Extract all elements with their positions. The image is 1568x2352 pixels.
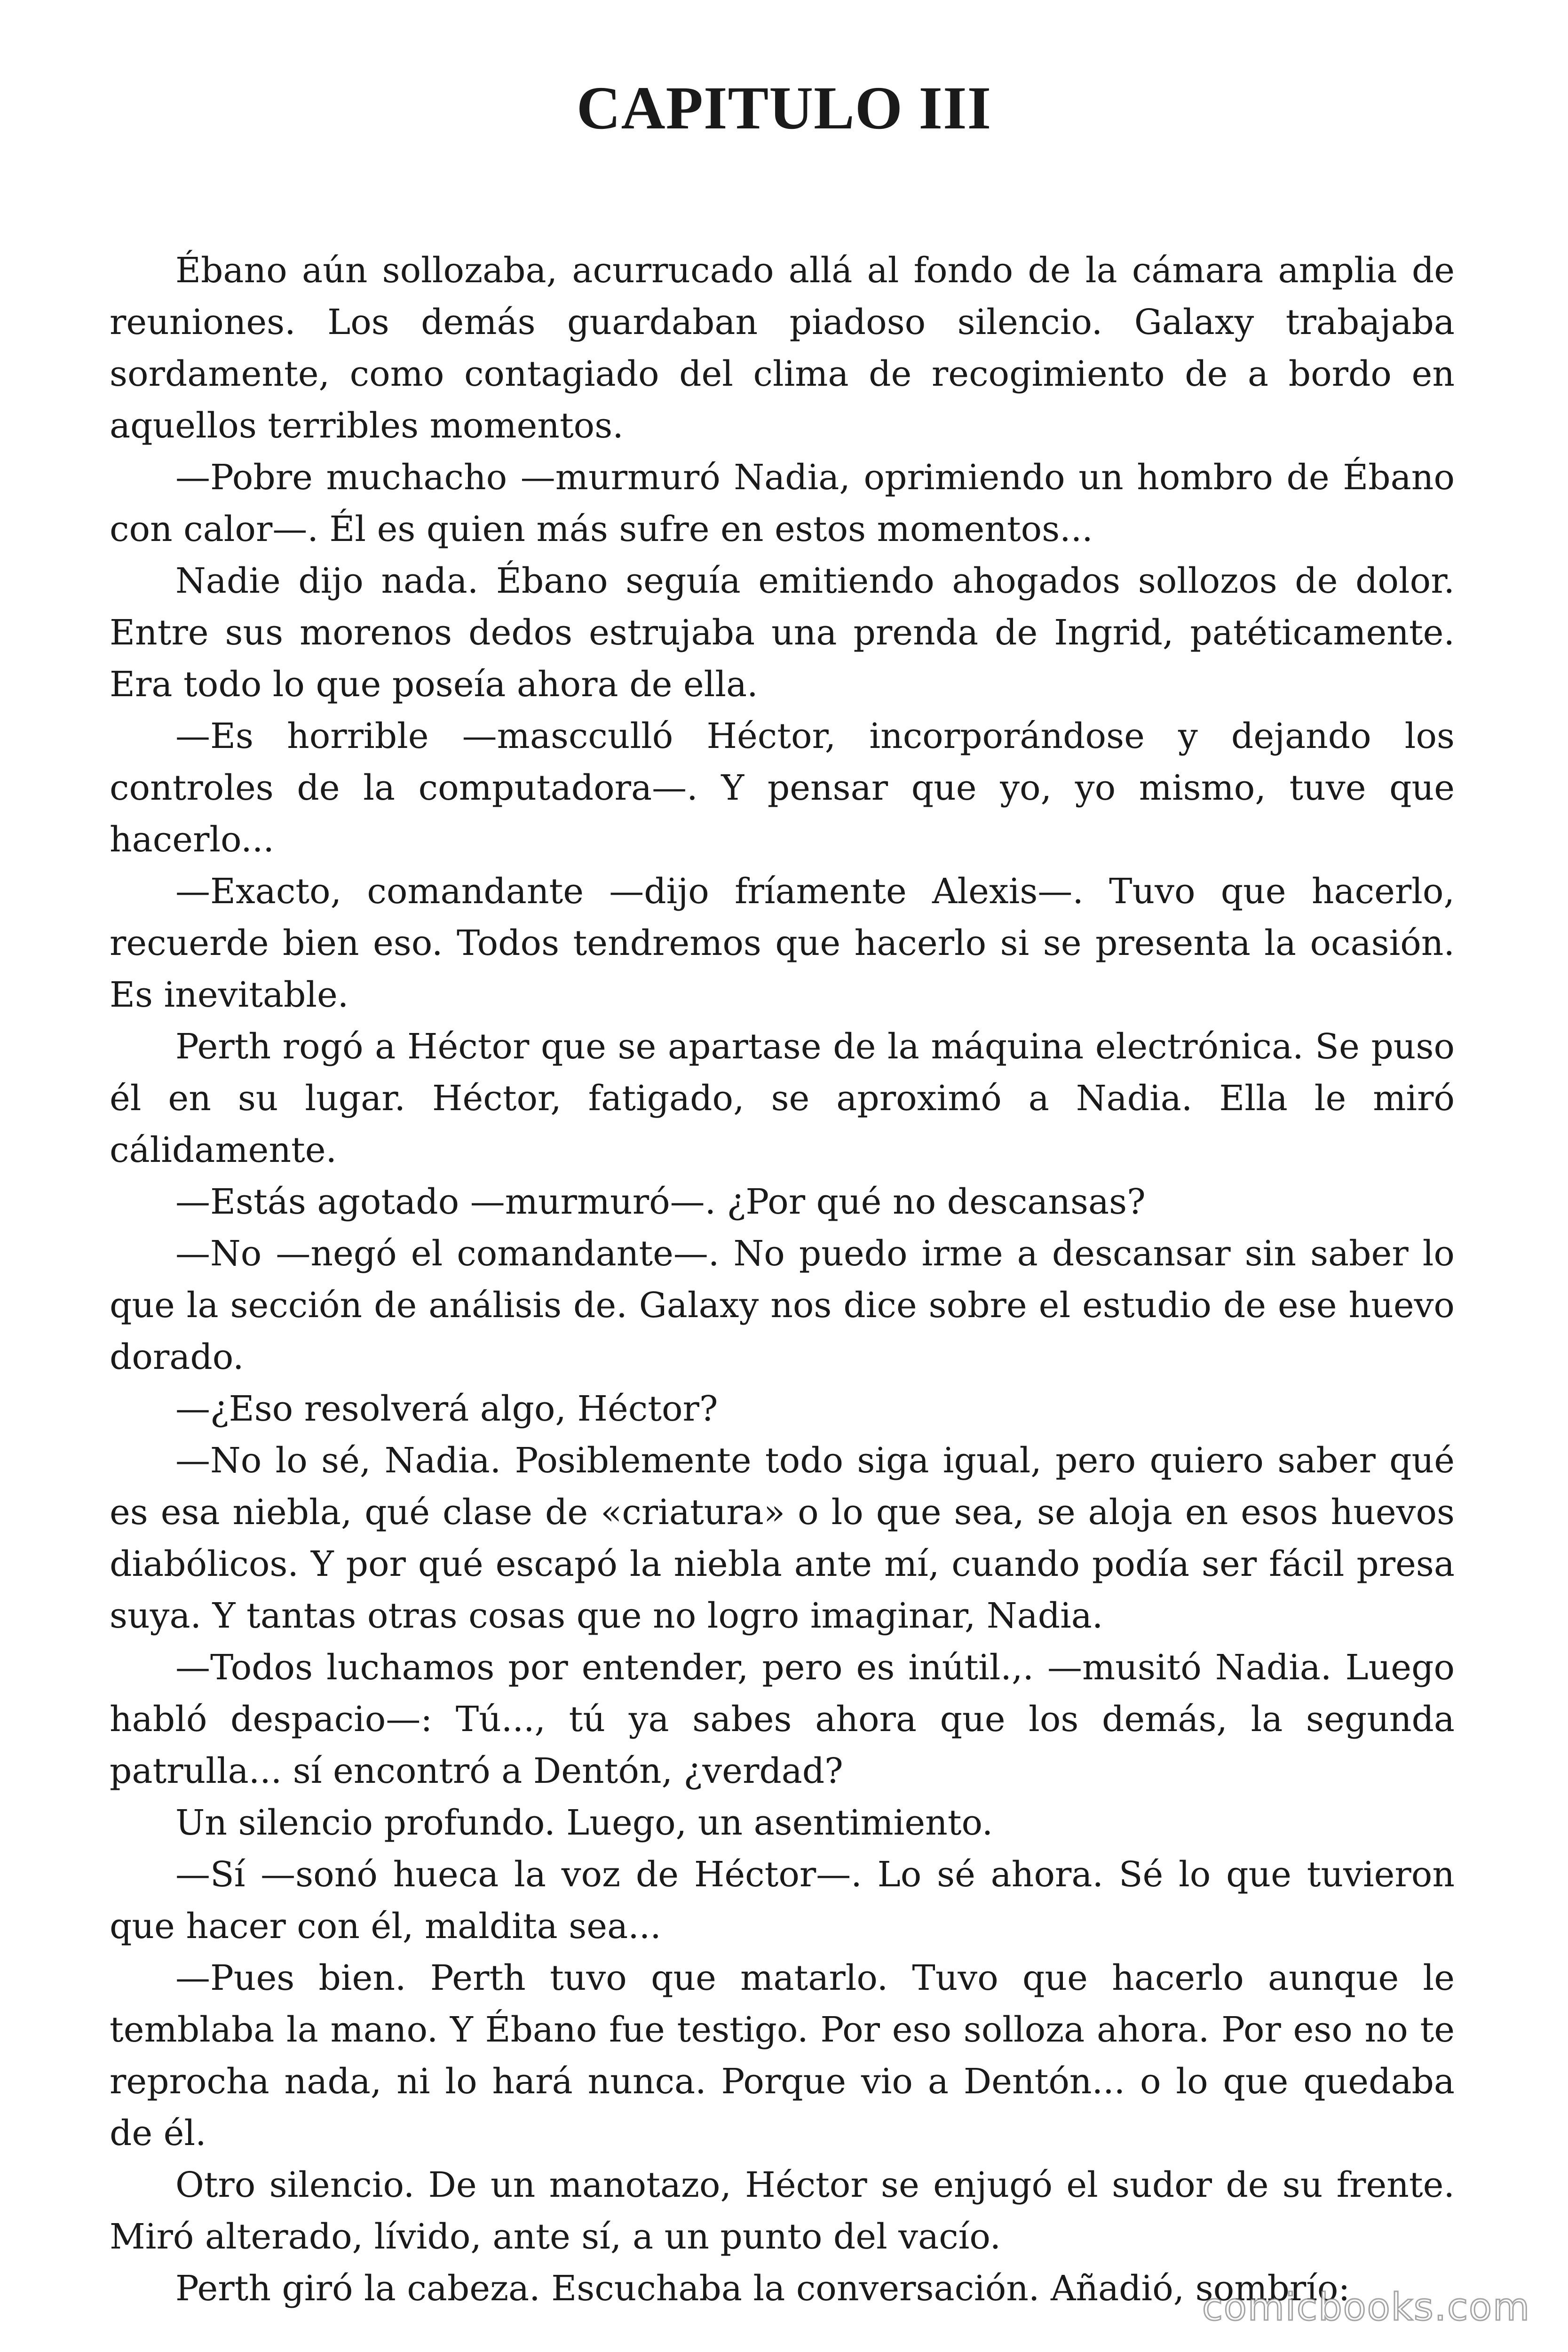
- paragraph: —Pues bien. Perth tuvo que matarlo. Tuvo que hacerlo aunque le temblaba la mano. Y Ébano fue testigo. Por eso solloza ahora. Por eso no te reprocha nada, ni lo hará nunca. Porque vio a Dentón... o lo que quedaba de él.: [110, 1958, 1455, 2153]
- paragraph: —¿Eso resolverá algo, Héctor?: [175, 1389, 718, 1429]
- paragraph: —No —negó el comandante—. No puedo irme a descansar sin saber lo que la sección de análisis de. Galaxy nos dice sobre el estudio de ese huevo dorado.: [110, 1233, 1455, 1377]
- paragraph: Perth giró la cabeza. Escuchaba la conversación. Añadió, sombrío:: [175, 2268, 1350, 2309]
- chapter-title: CAPITULO III: [576, 74, 992, 142]
- paragraph: —Es horrible —mascculló Héctor, incorporándose y dejando los controles de la computadora—. Y pensar que yo, yo mismo, tuve que hacerlo...: [110, 716, 1455, 860]
- paragraph: Un silencio profundo. Luego, un asentimiento.: [175, 1803, 993, 1843]
- paragraph: —Pobre muchacho —murmuró Nadia, oprimiendo un hombro de Ébano con calor—. Él es quien más sufre en estos momentos...: [110, 457, 1455, 549]
- paragraph: Otro silencio. De un manotazo, Héctor se enjugó el sudor de su frente. Miró alterado, lívido, ante sí, a un punto del vacío.: [110, 2165, 1455, 2257]
- paragraph: Nadie dijo nada. Ébano seguía emitiendo ahogados sollozos de dolor. Entre sus morenos dedos estrujaba una prenda de Ingrid, patéticamente. Era todo lo que poseía ahora de ella.: [110, 561, 1455, 705]
- chapter-body: [110, 245, 1455, 2314]
- paragraph: —Todos luchamos por entender, pero es inútil.,. —musitó Nadia. Luego habló despacio—: Tú..., tú ya sabes ahora que los demás, la segunda patrulla... sí encontró a Dentón, ¿verdad?: [110, 1647, 1455, 1791]
- paragraph: —Estás agotado —murmuró—. ¿Por qué no descansas?: [175, 1182, 1146, 1222]
- paragraph: —No lo sé, Nadia. Posiblemente todo siga igual, pero quiero saber qué es esa niebla, qué clase de «criatura» o lo que sea, se aloja en esos huevos diabólicos. Y por qué escapó la niebla ante mí, cuando podía ser fácil presa suya. Y tantas otras cosas que no logro imaginar, Nadia.: [110, 1440, 1455, 1636]
- paragraph: Perth rogó a Héctor que se apartase de la máquina electrónica. Se puso él en su lugar. Héctor, fatigado, se aproximó a Nadia. Ella le miró cálidamente.: [110, 1026, 1455, 1170]
- paragraph: —Exacto, comandante —dijo fríamente Alexis—. Tuvo que hacerlo, recuerde bien eso. Todos tendremos que hacerlo si se presenta la ocasión. Es inevitable.: [110, 871, 1455, 1015]
- paragraph: —Sí —sonó hueca la voz de Héctor—. Lo sé ahora. Sé lo que tuvieron que hacer con él, maldita sea...: [110, 1854, 1455, 1947]
- paragraph: Ébano aún sollozaba, acurrucado allá al fondo de la cámara amplia de reuniones. Los demás guardaban piadoso silencio. Galaxy trabajaba sordamente, como contagiado del clima de recogimiento de a bordo en aquellos terribles momentos.: [110, 250, 1455, 446]
- watermark: comicbooks.com: [1202, 2285, 1530, 2329]
